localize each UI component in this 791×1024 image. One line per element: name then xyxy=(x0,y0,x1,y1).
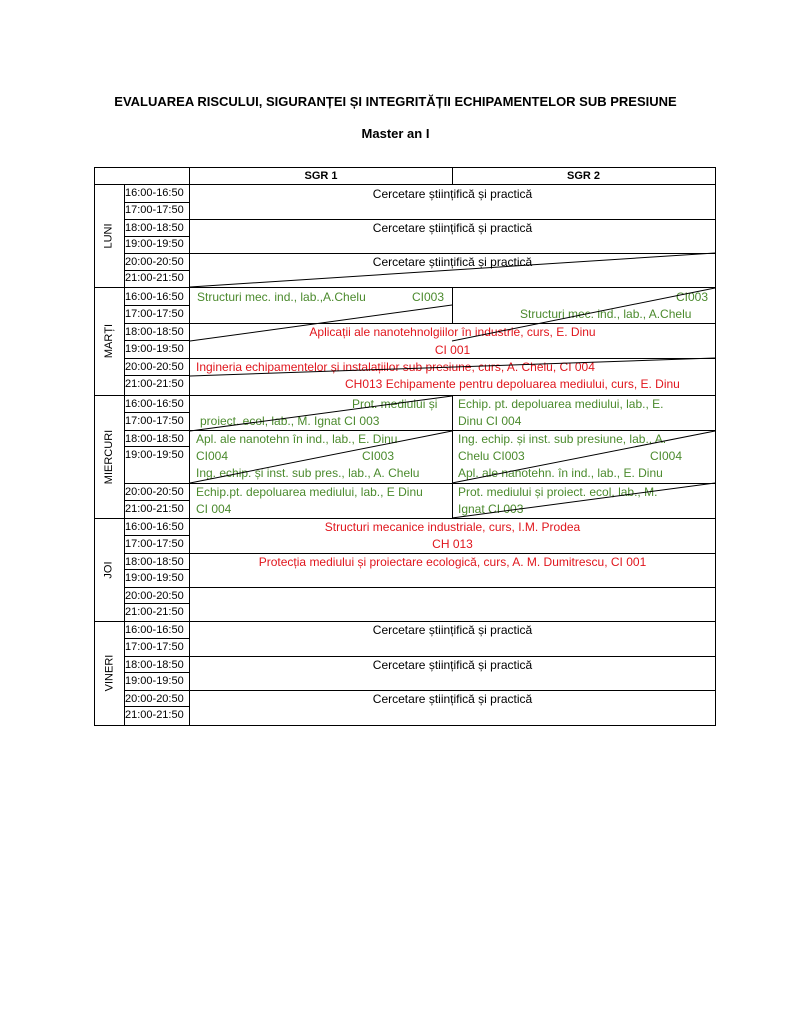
day-miercuri: MIERCURI xyxy=(103,429,116,484)
miercuri-sgr2-b-l1: Ing. echip. și inst. sub presiune, lab., A. xyxy=(458,432,667,446)
miercuri-sgr2-b-l3: Apl. ale nanotehn. în ind., lab., E. Dinu xyxy=(458,466,663,480)
time-slot: 21:00-21:50 xyxy=(125,709,184,721)
day-luni: LUNI xyxy=(103,223,115,249)
header-sgr1: SGR 1 xyxy=(304,170,338,182)
miercuri-sgr1-c-l1: Echip.pt. depoluarea mediului, lab., E Dinu xyxy=(196,485,423,499)
time-slot: 20:00-20:50 xyxy=(125,590,184,602)
marti-sgr1-room: CI003 xyxy=(412,290,445,304)
time-slot: 17:00-17:50 xyxy=(125,415,184,427)
vineri-activity-2: Cercetare științifică și practică xyxy=(372,658,533,672)
miercuri-sgr1-a-l1: Prot. mediului și xyxy=(352,397,438,411)
miercuri-sgr2-c-l1: Prot. mediului și proiect. ecol, lab., M. xyxy=(458,485,658,499)
miercuri-sgr2-a-l2: Dinu CI 004 xyxy=(458,414,522,428)
joi-course-1: Structuri mecanice industriale, curs, I.M. Prodea xyxy=(324,520,581,534)
miercuri-sgr2-b-l2a: Chelu CI003 xyxy=(458,449,525,463)
vineri-activity-1: Cercetare științifică și practică xyxy=(372,623,533,637)
time-slot: 17:00-17:50 xyxy=(125,538,184,550)
time-slot: 16:00-16:50 xyxy=(125,398,184,410)
miercuri-sgr1-c-l2: CI 004 xyxy=(196,502,232,516)
time-slot: 21:00-21:50 xyxy=(125,606,184,618)
miercuri-sgr2-b-l2b: CI004 xyxy=(650,449,683,463)
time-slot: 16:00-16:50 xyxy=(125,187,184,199)
time-slot: 21:00-21:50 xyxy=(125,503,184,515)
time-slot: 20:00-20:50 xyxy=(125,486,184,498)
marti-sgr2-room: CI003 xyxy=(676,290,709,304)
time-slot: 17:00-17:50 xyxy=(125,641,184,653)
time-slot: 20:00-20:50 xyxy=(125,693,184,705)
time-slot: 17:00-17:50 xyxy=(125,204,184,216)
marti-course-3: CH013 Echipamente pentru depoluarea mediului, curs, E. Dinu xyxy=(345,377,680,391)
miercuri-sgr2-c-l2: Ignat CI 003 xyxy=(458,502,524,516)
day-vineri: VINERI xyxy=(103,654,115,692)
time-slot: 18:00-18:50 xyxy=(125,659,184,671)
day-marti: MARȚI xyxy=(103,323,116,359)
time-slot: 19:00-19:50 xyxy=(125,343,184,355)
time-slot: 18:00-18:50 xyxy=(125,326,184,338)
time-slot: 18:00-18:50 xyxy=(125,433,184,445)
luni-activity-3: Cercetare științifică și practică xyxy=(372,255,533,269)
time-slot: 17:00-17:50 xyxy=(125,308,184,320)
miercuri-sgr1-b-l2b: CI003 xyxy=(362,449,395,463)
time-slot: 16:00-16:50 xyxy=(125,624,184,636)
time-slot: 21:00-21:50 xyxy=(125,378,184,390)
time-slot: 18:00-18:50 xyxy=(125,556,184,568)
luni-activity-1: Cercetare științifică și practică xyxy=(372,187,533,201)
time-slot: 19:00-19:50 xyxy=(125,675,184,687)
header-sgr2: SGR 2 xyxy=(566,170,600,182)
marti-course-1-room: CI 001 xyxy=(434,343,471,357)
time-slot: 19:00-19:50 xyxy=(125,572,184,584)
miercuri-sgr2-a-l1: Echip. pt. depoluarea mediului, lab., E. xyxy=(458,397,664,411)
joi-course-1-room: CH 013 xyxy=(432,537,473,551)
time-slot: 16:00-16:50 xyxy=(125,521,184,533)
marti-course-2: Ingineria echipamentelor și instalațiilor sub presiune, curs, A. Chelu, CI 004 xyxy=(196,360,595,374)
time-slot: 18:00-18:50 xyxy=(125,222,184,234)
time-slot: 21:00-21:50 xyxy=(125,272,184,284)
miercuri-sgr1-b-l3: Ing. echip. și inst. sub pres., lab., A. Chelu xyxy=(196,466,420,480)
document-title: EVALUAREA RISCULUI, SIGURANȚEI ȘI INTEGRITĂȚII ECHIPAMENTELOR SUB PRESIUNE xyxy=(114,94,677,109)
marti-sgr2-lab: Structuri mec. ind., lab., A.Chelu xyxy=(520,307,692,321)
day-joi: JOI xyxy=(103,560,115,579)
joi-course-2: Protecția mediului și proiectare ecologică, curs, A. M. Dumitrescu, CI 001 xyxy=(258,555,647,569)
marti-sgr1-lab: Structuri mec. ind., lab.,A.Chelu xyxy=(197,290,366,304)
time-slot: 20:00-20:50 xyxy=(125,361,184,373)
time-slot: 20:00-20:50 xyxy=(125,256,184,268)
vineri-activity-3: Cercetare științifică și practică xyxy=(372,692,533,706)
time-slot: 16:00-16:50 xyxy=(125,291,184,303)
miercuri-sgr1-b-l2a: CI004 xyxy=(196,449,229,463)
marti-course-1: Aplicații ale nanotehnolgiilor în industrie, curs, E. Dinu xyxy=(309,325,596,339)
time-slot: 19:00-19:50 xyxy=(125,449,184,461)
miercuri-sgr1-b-l1: Apl. ale nanotehn în ind., lab., E. Dinu xyxy=(196,432,398,446)
miercuri-sgr1-a-l2: proiect. ecol, lab., M. Ignat CI 003 xyxy=(200,414,380,428)
time-slot: 19:00-19:50 xyxy=(125,238,184,250)
document-subtitle: Master an I xyxy=(361,126,430,141)
luni-activity-2: Cercetare științifică și practică xyxy=(372,221,533,235)
